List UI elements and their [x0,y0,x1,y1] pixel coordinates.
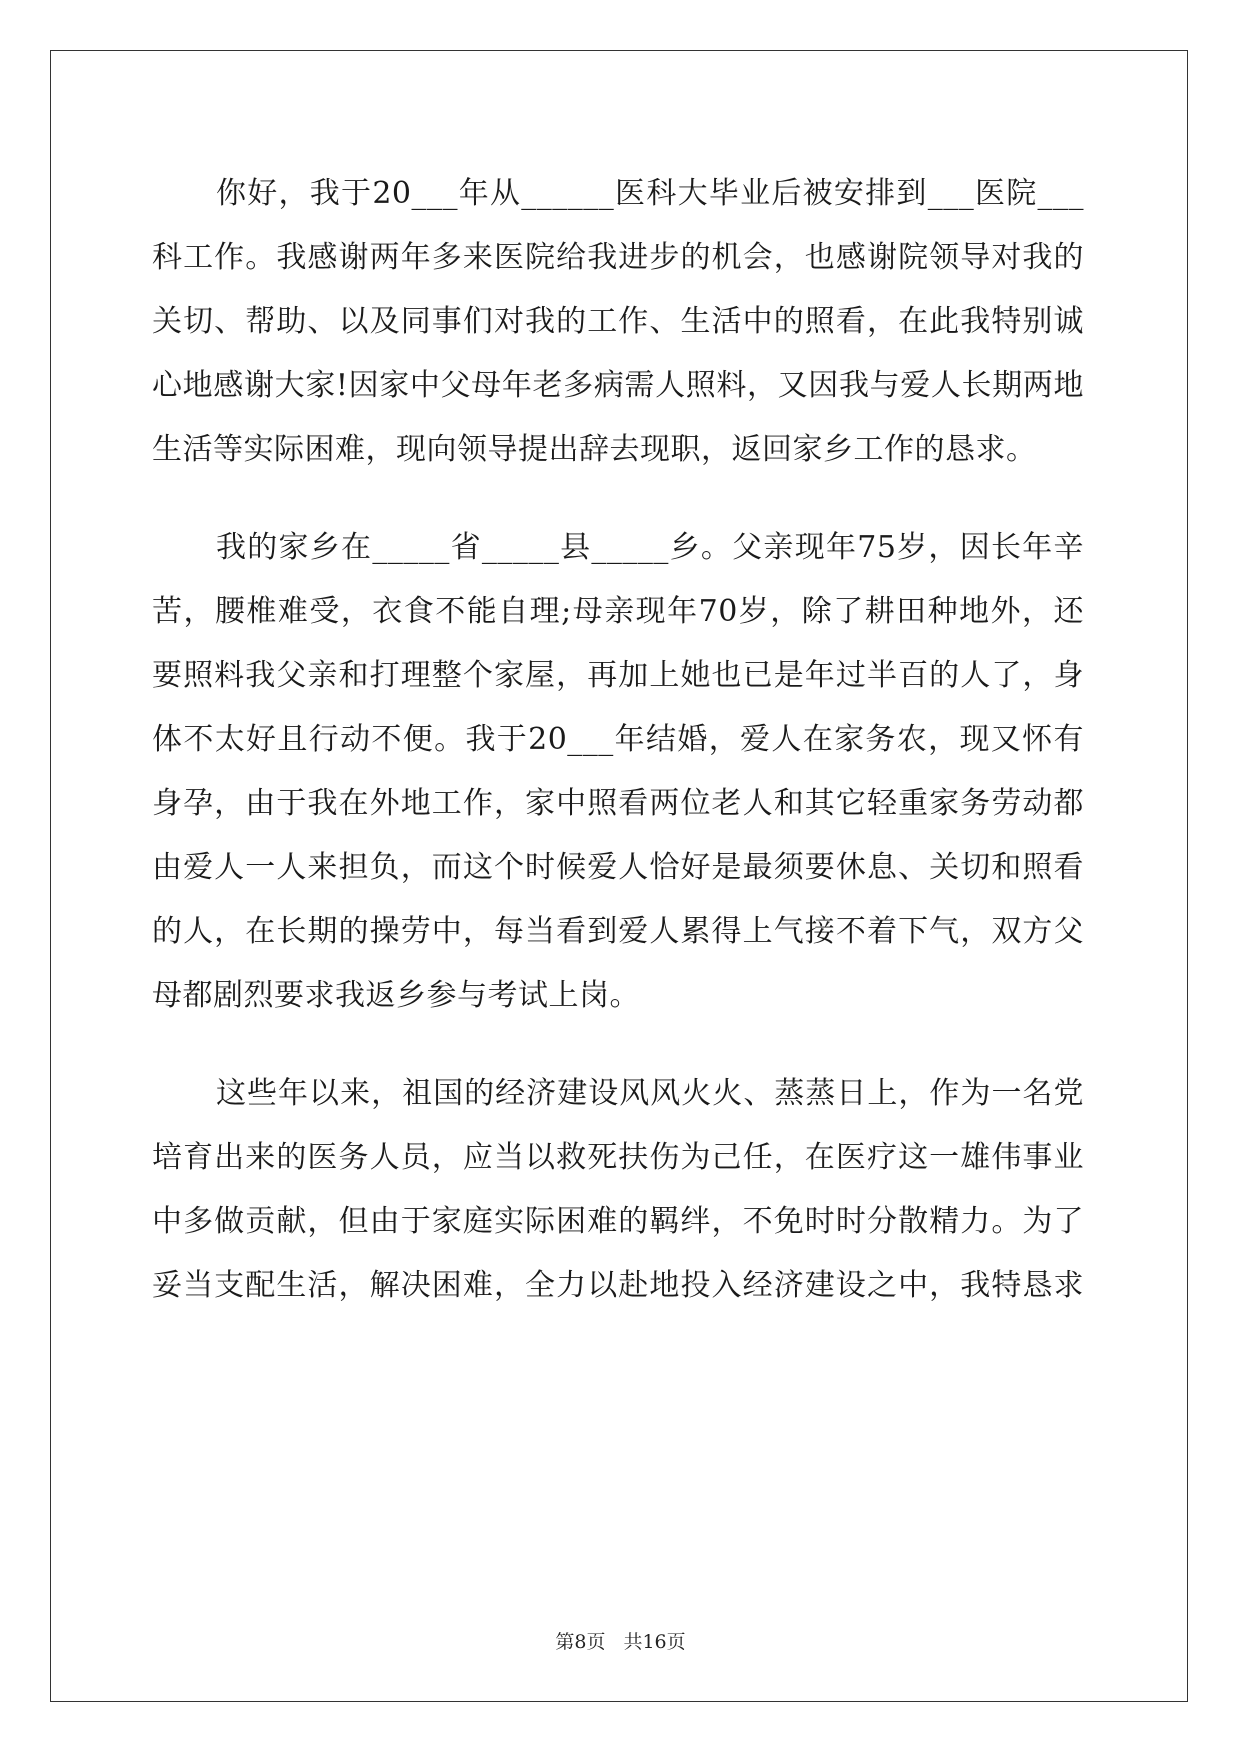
paragraph-1-line-3: 关切、帮助、以及同事们对我的工作、生活中的照看，在此我特别诚 [152,304,1084,339]
paragraph-2-line-7: 的人，在长期的操劳中，每当看到爱人累得上气接不着下气，双方父 [152,914,1084,949]
paragraph-2-line-2: 苦，腰椎难受，衣食不能自理;母亲现年70岁，除了耕田种地外，还 [152,594,1084,629]
paragraph-2-line-8: 母都剧烈要求我返乡参与考试上岗。 [152,978,640,1013]
paragraph-2-line-5: 身孕，由于我在外地工作，家中照看两位老人和其它轻重家务劳动都 [152,786,1084,821]
paragraph-3-line-2: 培育出来的医务人员，应当以救死扶伤为己任，在医疗这一雄伟事业 [152,1140,1084,1175]
page-number-current: 第8页 [555,1631,606,1653]
page-number-total: 共16页 [623,1631,686,1653]
paragraph-spacer [152,482,1084,516]
paragraph-1-line-2: 科工作。我感谢两年多来医院给我进步的机会，也感谢院领导对我的 [152,240,1084,275]
paragraph-2-line-1: 我的家乡在_____省_____县_____乡。父亲现年75岁，因长年辛 [216,530,1084,565]
paragraph-1-line-1: 你好，我于20___年从______医科大毕业后被安排到___医院___ [216,176,1084,211]
paragraph-2-line-3: 要照料我父亲和打理整个家屋，再加上她也已是年过半百的人了，身 [152,658,1084,693]
paragraph-1-line-5: 生活等实际困难，现向领导提出辞去现职，返回家乡工作的恳求。 [152,432,1037,467]
document-body [152,162,1084,1318]
paragraph-3-line-3: 中多做贡献，但由于家庭实际困难的羁绊，不免时时分散精力。为了 [152,1204,1084,1239]
paragraph-spacer [152,1028,1084,1062]
paragraph-1-line-4: 心地感谢大家!因家中父母年老多病需人照料，又因我与爱人长期两地 [152,368,1084,403]
paragraph-3-line-1: 这些年以来，祖国的经济建设风风火火、蒸蒸日上，作为一名党 [216,1076,1084,1111]
paragraph-2-line-4: 体不太好且行动不便。我于20___年结婚，爱人在家务农，现又怀有 [152,722,1084,757]
page-footer [0,1627,1241,1654]
paragraph-3-line-4: 妥当支配生活，解决困难，全力以赴地投入经济建设之中，我特恳求 [152,1268,1084,1303]
paragraph-2-line-6: 由爱人一人来担负，而这个时候爱人恰好是最须要休息、关切和照看 [152,850,1084,885]
